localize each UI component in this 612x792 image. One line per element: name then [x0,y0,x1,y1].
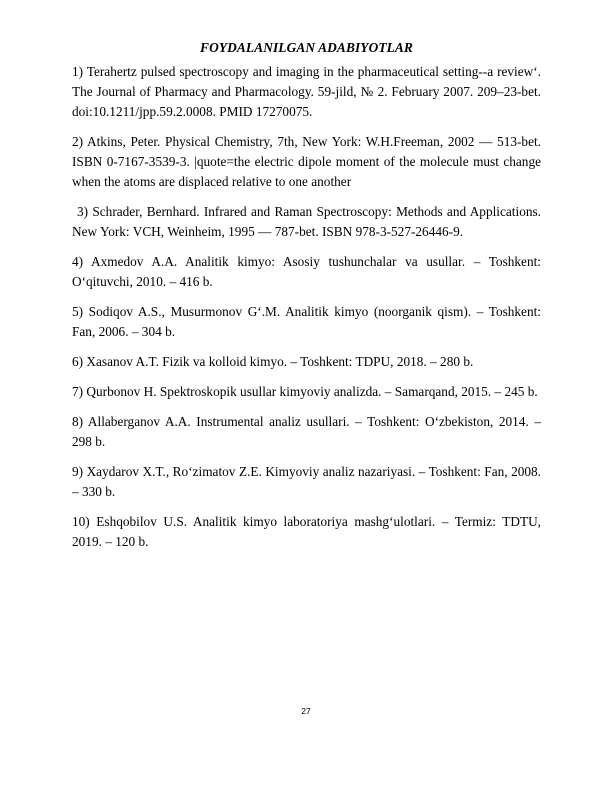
reference-item-4: 4) Axmedov A.A. Analitik kimyo: Asosiy tushunchalar va usullar. – Toshkent: O‘qituvchi, 2010. – 416 b. [72,254,541,289]
reference-item-1: 1) Terahertz pulsed spectroscopy and imaging in the pharmaceutical setting--a review‘. The Journal of Pharmacy and Pharmacology. 59-jild, № 2. February 2007. 209–23-bet. doi:10.1211/jpp.59.2.0008. PMID 17270075. [72,64,541,119]
reference-item-2: 2) Atkins, Peter. Physical Chemistry, 7th, New York: W.H.Freeman, 2002 — 513-bet. ISBN 0-7167-3539-3. |quote=the electric dipole moment of the molecule must change when the atoms are displaced relative to one another [72,134,541,189]
reference-item-10: 10) Eshqobilov U.S. Analitik kimyo laboratoriya mashg‘ulotlari. – Termiz: TDTU, 2019. – 120 b. [72,514,541,549]
page-title: FOYDALANILGAN ADABIYOTLAR [200,40,413,55]
page-number: 27 [301,706,311,716]
reference-item-7: 7) Qurbonov H. Spektroskopik usullar kimyoviy analizda. – Samarqand, 2015. – 245 b. [72,384,538,399]
reference-item-9: 9) Xaydarov X.T., Ro‘zimatov Z.E. Kimyoviy analiz nazariyasi. – Toshkent: Fan, 2008. – 330 b. [72,464,541,499]
reference-item-6: 6) Xasanov A.T. Fizik va kolloid kimyo. – Toshkent: TDPU, 2018. – 280 b. [72,354,474,369]
reference-item-8: 8) Allaberganov A.A. Instrumental analiz usullari. – Toshkent: O‘zbekiston, 2014. – 298 b. [72,414,541,449]
reference-item-3: 3) Schrader, Bernhard. Infrared and Raman Spectroscopy: Methods and Applications. New York: VCH, Weinheim, 1995 — 787-bet. ISBN 978-3-527-26446-9. [72,204,541,239]
document-page [72,38,541,562]
reference-item-5: 5) Sodiqov A.S., Musurmonov G‘.M. Analitik kimyo (noorganik qism). – Toshkent: Fan, 2006. – 304 b. [72,304,541,339]
